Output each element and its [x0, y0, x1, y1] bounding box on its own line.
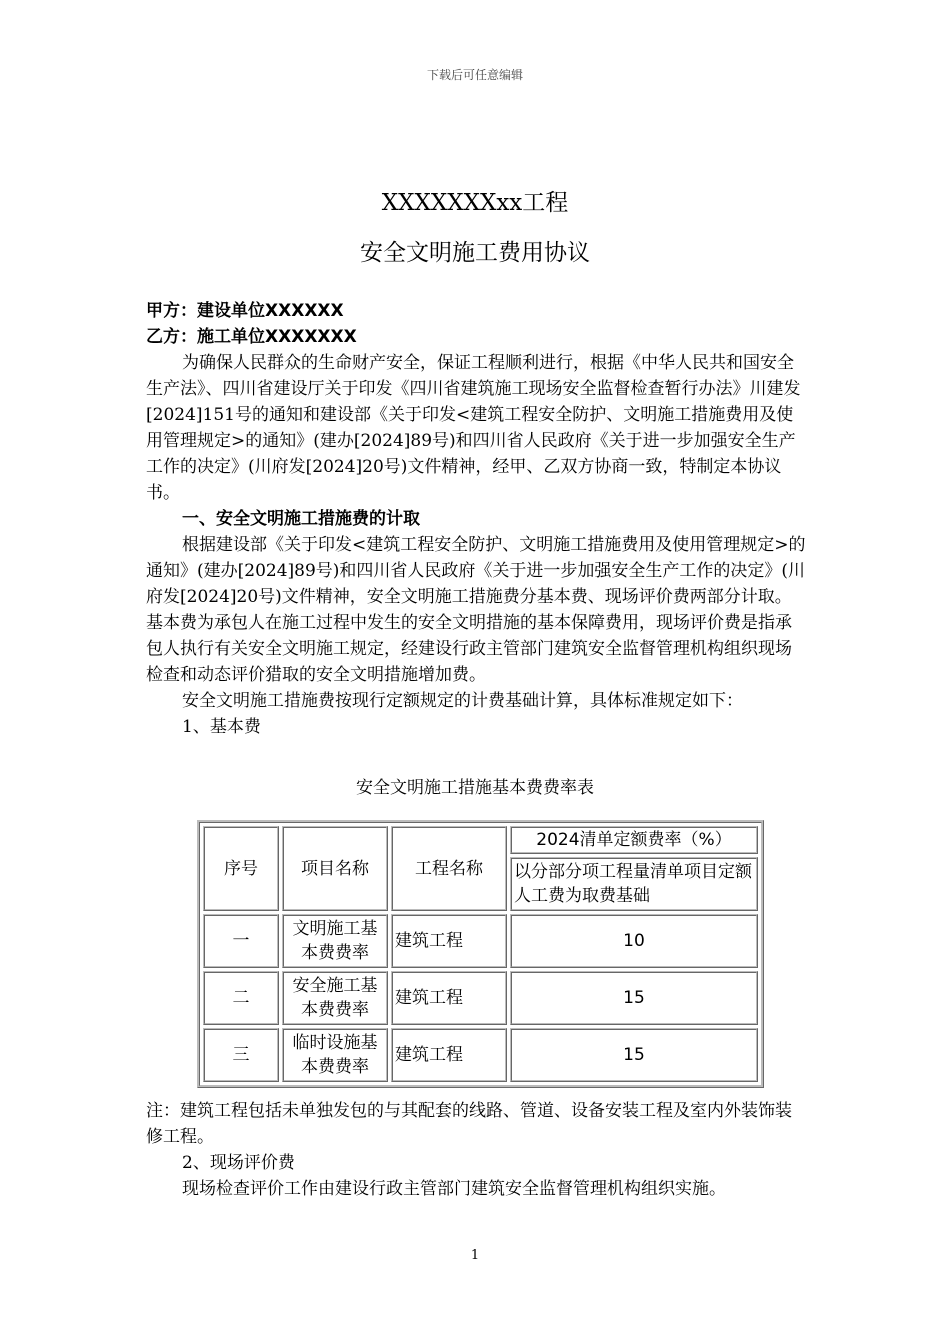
table-row — [203, 971, 758, 1025]
page-number: 1 — [470, 1248, 480, 1263]
table-header-row — [203, 826, 758, 854]
header-item-name: 项目名称 — [282, 826, 388, 911]
header-project-name: 工程名称 — [391, 826, 507, 911]
row-seq: 一 — [203, 914, 279, 968]
document-title-agreement: 安全文明施工费用协议 — [360, 240, 590, 266]
row-project: 建筑工程 — [391, 914, 507, 968]
row-seq: 二 — [203, 971, 279, 1025]
header-note: 下载后可任意编辑 — [426, 68, 523, 82]
row-project: 建筑工程 — [391, 1028, 507, 1082]
row-item: 文明施工基本费费率 — [282, 914, 388, 968]
section1-paragraph-2: 安全文明施工措施费按现行定额规定的计费基础计算，具体标准规定如下： — [182, 691, 743, 711]
item1-basic-fee: 1、基本费 — [182, 717, 261, 737]
document-title-project: XXXXXXXxx工程 — [381, 190, 569, 216]
rate-table — [197, 820, 764, 1088]
header-rate-title: 2024清单定额费率（%） — [510, 826, 758, 854]
table-caption: 安全文明施工措施基本费费率表 — [356, 778, 594, 798]
table-row — [203, 914, 758, 968]
row-seq: 三 — [203, 1028, 279, 1082]
header-seq: 序号 — [203, 826, 279, 911]
row-rate: 15 — [510, 971, 758, 1025]
after-table-block — [146, 1098, 806, 1202]
row-rate: 15 — [510, 1028, 758, 1082]
party-a: 甲方：建设单位XXXXXX — [146, 301, 344, 321]
section2-paragraph: 现场检查评价工作由建设行政主管部门建筑安全监督管理机构组织实施。 — [182, 1179, 726, 1199]
header-rate-basis: 以分部分项工程量清单项目定额人工费为取费基础 — [510, 857, 758, 911]
row-item: 临时设施基本费费率 — [282, 1028, 388, 1082]
parties-block — [146, 298, 806, 740]
table-note: 注：建筑工程包括未单独发包的与其配套的线路、管道、设备安装工程及室内外装饰装修工程。 — [146, 1101, 792, 1147]
party-b: 乙方：施工单位XXXXXXX — [146, 327, 357, 347]
intro-paragraph: 为确保人民群众的生命财产安全，保证工程顺利进行，根据《中华人民共和国安全生产法》、四川省建设厅关于印发《四川省建筑施工现场安全监督检查暂行办法》川建发[2024]151号的通知和建设部《关于印发<建筑工程安全防护、文明施工措施费用及使用管理规定>的通知》(建办[2024]89号)和四川省人民政府《关于进一步加强安全生产工作的决定》(川府发[2024]20号)文件精神，经甲、乙双方协商一致，特制定本协议书。 — [146, 353, 801, 503]
row-item: 安全施工基本费费率 — [282, 971, 388, 1025]
row-rate: 10 — [510, 914, 758, 968]
table-row — [203, 1028, 758, 1082]
item2-evaluation-fee: 2、现场评价费 — [182, 1153, 295, 1173]
section1-heading: 一、安全文明施工措施费的计取 — [182, 509, 420, 529]
section1-paragraph: 根据建设部《关于印发<建筑工程安全防护、文明施工措施费用及使用管理规定>的通知》(建办[2024]89号)和四川省人民政府《关于进一步加强安全生产工作的决定》(川府发[2024]20号)文件精神，安全文明施工措施费分基本费、现场评价费两部分计取。基本费为承包人在施工过程中发生的安全文明措施的基本保障费用，现场评价费是指承包人执行有关安全文明施工规定，经建设行政主管部门建筑安全监督管理机构组织现场检查和动态评价猎取的安全文明措施增加费。 — [146, 535, 806, 685]
row-project: 建筑工程 — [391, 971, 507, 1025]
